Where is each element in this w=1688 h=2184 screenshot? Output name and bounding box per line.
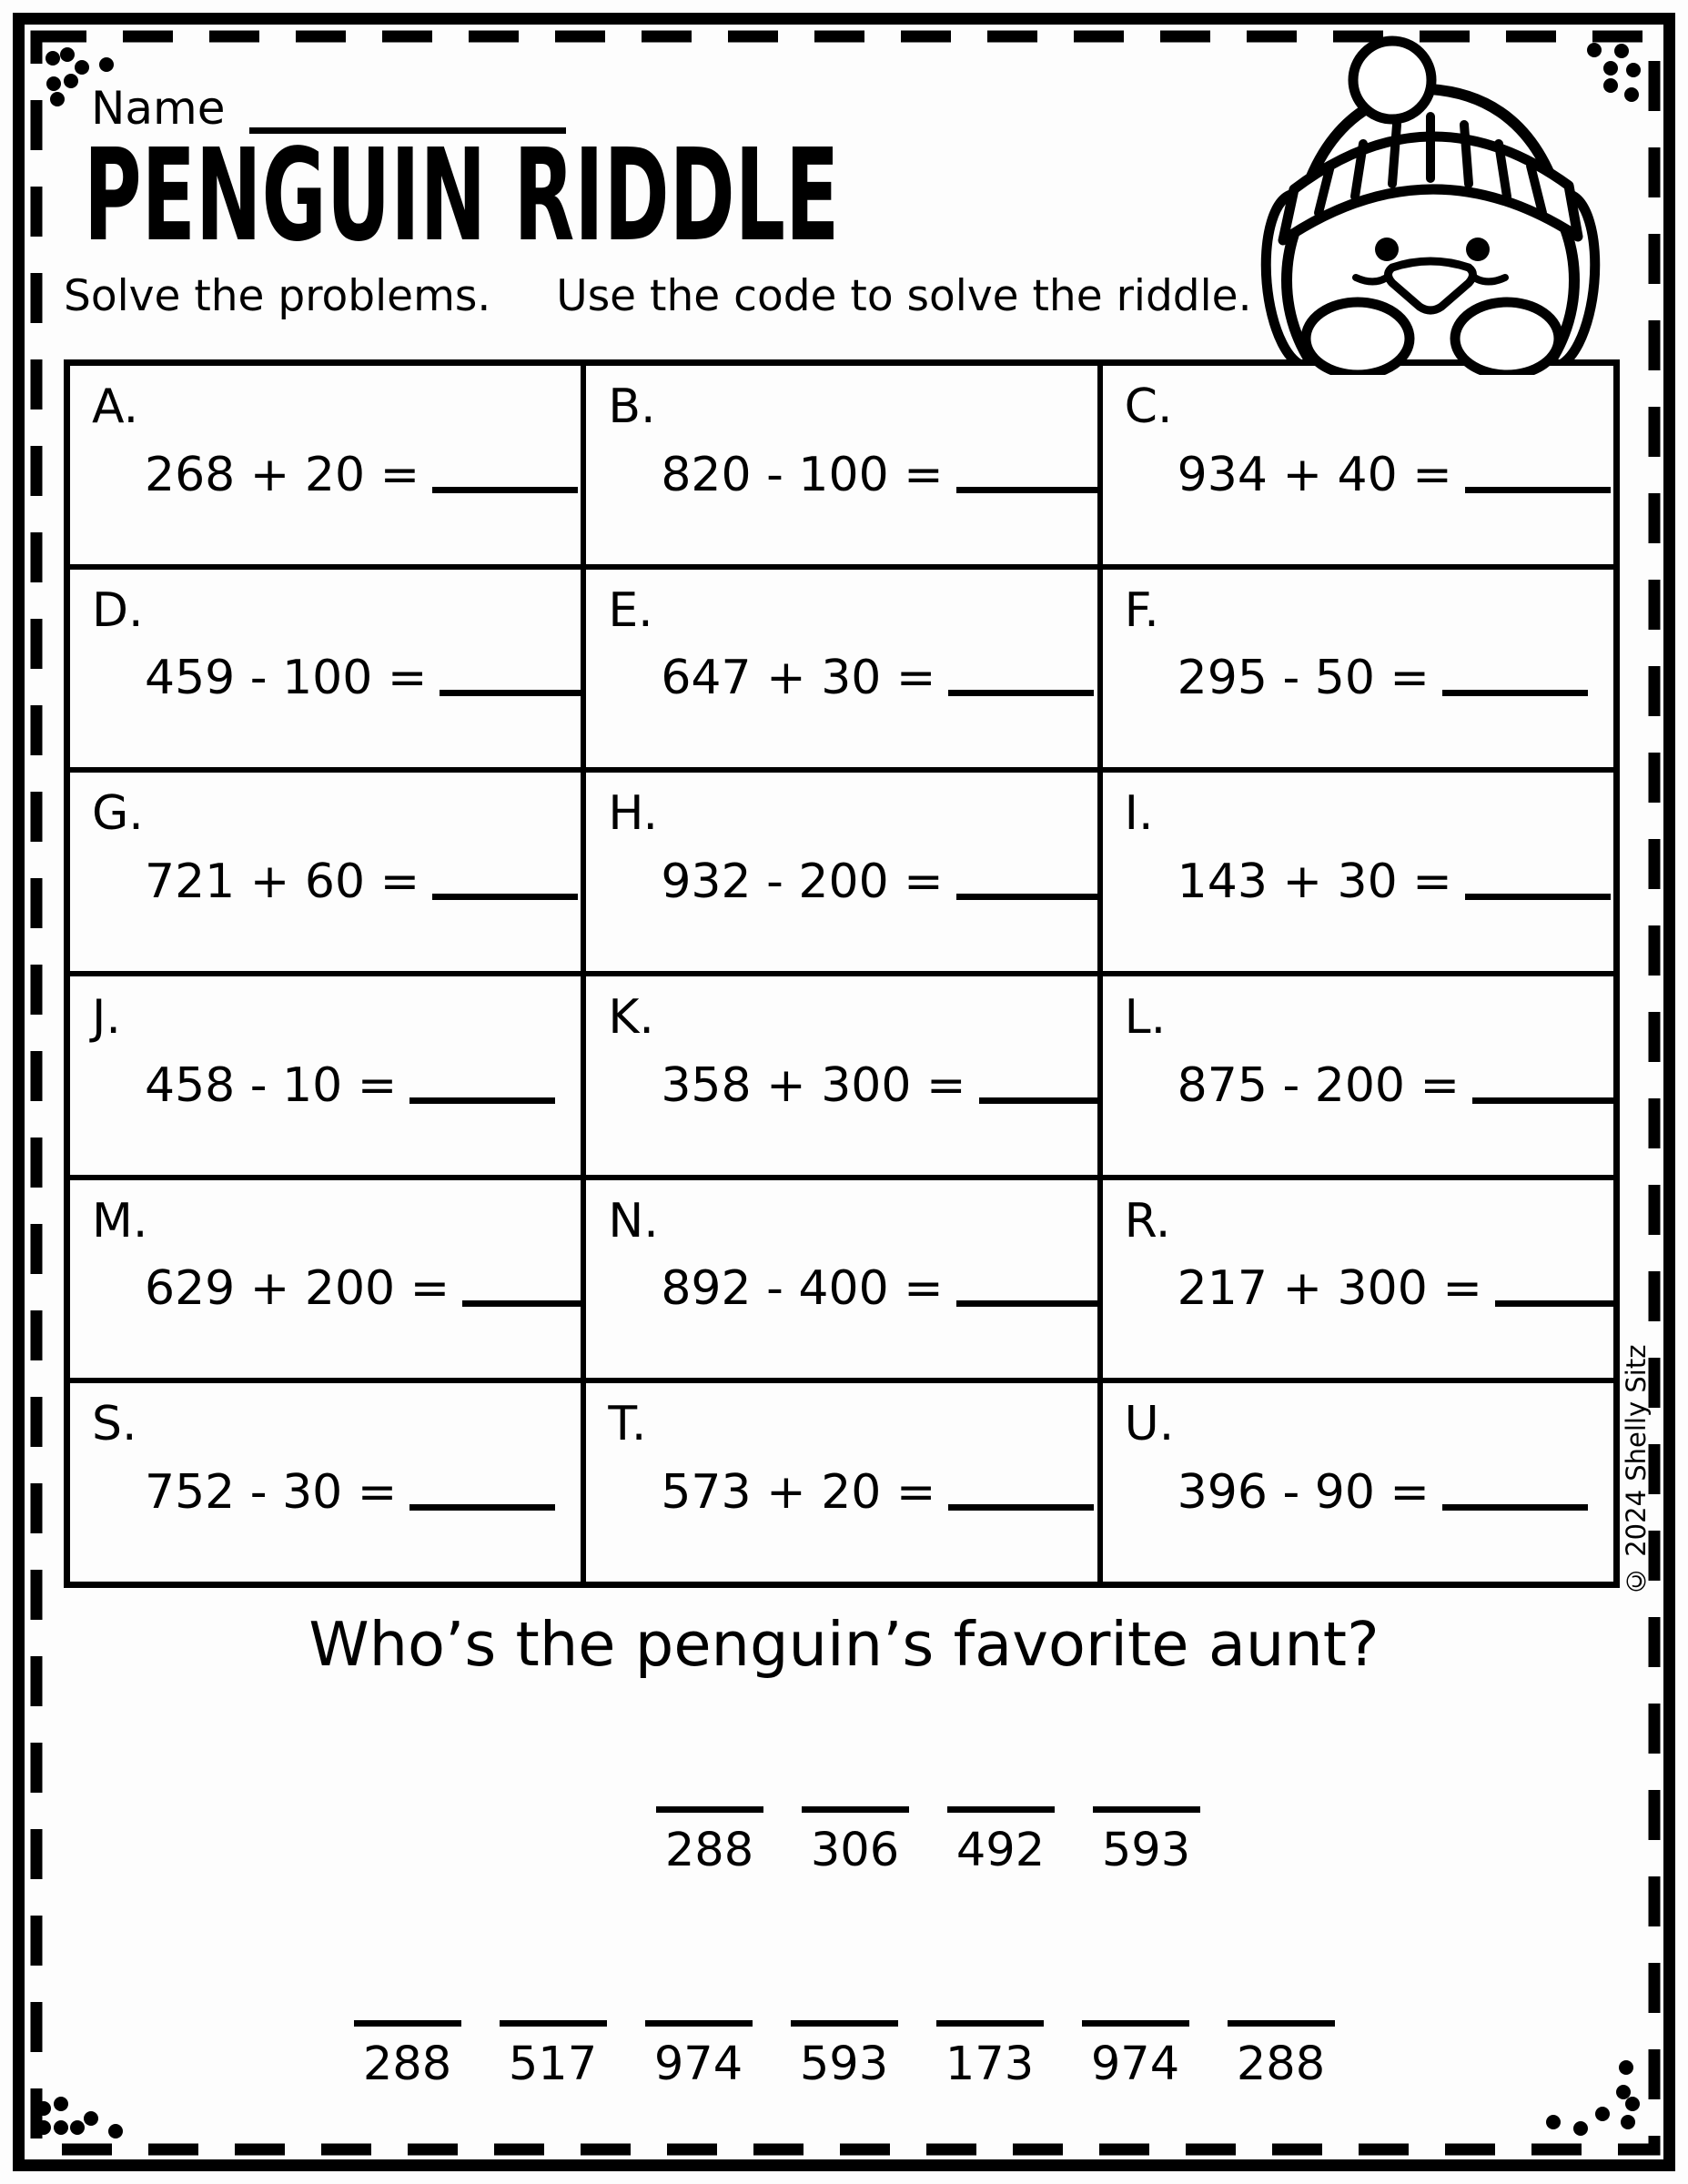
letter-blank-line[interactable] bbox=[656, 1806, 763, 1813]
problem-equation bbox=[1125, 1465, 1601, 1520]
riddle-answer-slot bbox=[354, 2020, 461, 2091]
problem-cell bbox=[70, 773, 581, 971]
answer-blank-line[interactable] bbox=[1442, 690, 1588, 696]
riddle-answer-slot bbox=[656, 1806, 763, 1877]
equation-text: 268 + 20 = bbox=[145, 447, 420, 502]
problem-cell bbox=[586, 1383, 1097, 1582]
riddle-answer-slot bbox=[802, 1806, 909, 1877]
problem-cell bbox=[70, 1180, 581, 1379]
problem-letter: B. bbox=[608, 379, 656, 434]
answer-blank-line[interactable] bbox=[1442, 1504, 1588, 1511]
equation-text: 875 - 200 = bbox=[1177, 1057, 1461, 1113]
problem-cell bbox=[586, 976, 1097, 1175]
problem-letter: G. bbox=[92, 786, 144, 842]
problem-cell bbox=[1103, 366, 1613, 564]
problem-letter: I. bbox=[1124, 786, 1154, 842]
problem-equation bbox=[608, 1261, 1084, 1316]
answer-blank-line[interactable] bbox=[462, 1300, 581, 1307]
code-number: 288 bbox=[1236, 2037, 1326, 2091]
answer-blank-line[interactable] bbox=[1465, 894, 1611, 900]
code-number: 974 bbox=[1090, 2037, 1180, 2091]
answer-blank-line[interactable] bbox=[956, 894, 1097, 900]
equation-text: 752 - 30 = bbox=[145, 1465, 398, 1521]
riddle-answer-slot bbox=[936, 2020, 1044, 2091]
code-number: 492 bbox=[955, 1824, 1046, 1877]
problem-equation bbox=[92, 1261, 568, 1316]
equation-text: 217 + 300 = bbox=[1177, 1261, 1482, 1317]
problem-cell bbox=[70, 570, 581, 768]
problem-cell bbox=[586, 773, 1097, 971]
corner-dots-bottom-left bbox=[36, 2097, 123, 2138]
problem-cell bbox=[70, 1383, 581, 1582]
problem-letter: E. bbox=[608, 582, 653, 638]
problem-cell bbox=[70, 366, 581, 564]
problem-cell bbox=[1103, 976, 1613, 1175]
problem-letter: C. bbox=[1124, 379, 1173, 434]
problem-cell bbox=[1103, 570, 1613, 768]
equation-text: 820 - 100 = bbox=[661, 447, 944, 502]
worksheet-title: PENGUIN RIDDLE bbox=[84, 122, 840, 270]
problem-equation bbox=[1125, 651, 1601, 705]
equation-text: 934 + 40 = bbox=[1177, 447, 1452, 502]
code-number: 517 bbox=[508, 2037, 598, 2091]
name-label: Name bbox=[91, 82, 226, 135]
copyright-text: © 2024 Shelly Sitz bbox=[1621, 1344, 1652, 1597]
problem-equation bbox=[608, 1465, 1084, 1520]
code-number: 173 bbox=[945, 2037, 1035, 2091]
riddle-question: Who’s the penguin’s favorite aunt? bbox=[308, 1609, 1380, 1680]
problem-equation bbox=[608, 854, 1084, 909]
problem-equation bbox=[1125, 448, 1601, 502]
problem-equation bbox=[1125, 854, 1601, 909]
equation-text: 629 + 200 = bbox=[145, 1261, 450, 1317]
problem-equation bbox=[1125, 1058, 1601, 1113]
problem-cell bbox=[1103, 1180, 1613, 1379]
riddle-answer-slot bbox=[791, 2020, 898, 2091]
problem-equation bbox=[608, 1058, 1084, 1113]
problem-letter: N. bbox=[608, 1193, 659, 1249]
problem-equation bbox=[92, 448, 568, 502]
problem-equation bbox=[608, 448, 1084, 502]
problem-letter: S. bbox=[92, 1397, 137, 1452]
penguin-foot-left bbox=[1306, 302, 1410, 375]
answer-blank-line[interactable] bbox=[948, 690, 1094, 696]
instructions bbox=[64, 271, 1252, 321]
code-number: 593 bbox=[1101, 1824, 1191, 1877]
answer-blank-line[interactable] bbox=[1465, 487, 1611, 493]
equation-text: 358 + 300 = bbox=[661, 1057, 966, 1113]
letter-blank-line[interactable] bbox=[802, 1806, 909, 1813]
letter-blank-line[interactable] bbox=[1082, 2020, 1189, 2027]
code-number: 306 bbox=[810, 1824, 900, 1877]
answer-blank-line[interactable] bbox=[409, 1097, 555, 1104]
riddle-answer-slot bbox=[500, 2020, 607, 2091]
answer-blank-line[interactable] bbox=[440, 690, 581, 696]
problem-cell bbox=[1103, 773, 1613, 971]
code-number: 974 bbox=[653, 2037, 743, 2091]
code-number: 288 bbox=[664, 1824, 754, 1877]
problem-equation bbox=[92, 854, 568, 909]
problem-equation bbox=[92, 1465, 568, 1520]
letter-blank-line[interactable] bbox=[947, 1806, 1055, 1813]
problem-equation bbox=[92, 1058, 568, 1113]
problem-equation bbox=[608, 651, 1084, 705]
penguin-hat-pompom bbox=[1353, 41, 1431, 119]
equation-text: 892 - 400 = bbox=[661, 1261, 944, 1317]
letter-blank-line[interactable] bbox=[936, 2020, 1044, 2027]
equation-text: 143 + 30 = bbox=[1177, 854, 1452, 910]
answer-blank-line[interactable] bbox=[956, 1300, 1097, 1307]
equation-text: 647 + 30 = bbox=[661, 651, 936, 706]
answer-row-2 bbox=[0, 2020, 1688, 2091]
letter-blank-line[interactable] bbox=[1093, 1806, 1200, 1813]
problem-letter: D. bbox=[92, 582, 144, 638]
letter-blank-line[interactable] bbox=[1228, 2020, 1335, 2027]
problem-cell bbox=[586, 570, 1097, 768]
code-number: 593 bbox=[799, 2037, 889, 2091]
riddle-answer-slot bbox=[1082, 2020, 1189, 2091]
riddle-answer-slot bbox=[1093, 1806, 1200, 1877]
answer-blank-line[interactable] bbox=[409, 1504, 555, 1511]
equation-text: 721 + 60 = bbox=[145, 854, 420, 910]
problem-letter: L. bbox=[1124, 990, 1167, 1045]
equation-text: 573 + 20 = bbox=[661, 1465, 936, 1521]
equation-text: 459 - 100 = bbox=[145, 651, 428, 706]
answer-row-1 bbox=[0, 1806, 1688, 1877]
equation-text: 458 - 10 = bbox=[145, 1057, 398, 1113]
problem-letter: F. bbox=[1124, 582, 1159, 638]
code-number: 288 bbox=[362, 2037, 452, 2091]
penguin-eye-left bbox=[1375, 238, 1399, 261]
problem-letter: T. bbox=[608, 1397, 647, 1452]
problem-letter: M. bbox=[92, 1193, 148, 1249]
penguin-icon bbox=[1248, 33, 1612, 375]
instruction-solve: Solve the problems. bbox=[64, 271, 491, 321]
problem-cell bbox=[70, 976, 581, 1175]
problem-letter: J. bbox=[92, 990, 121, 1045]
riddle-answer-slot bbox=[645, 2020, 753, 2091]
problem-cell bbox=[586, 366, 1097, 564]
problem-letter: H. bbox=[608, 786, 659, 842]
problem-cell bbox=[1103, 1383, 1613, 1582]
penguin-eye-right bbox=[1466, 238, 1490, 261]
problems-grid bbox=[64, 359, 1620, 1588]
answer-blank-line[interactable] bbox=[1495, 1300, 1613, 1307]
letter-blank-line[interactable] bbox=[791, 2020, 898, 2027]
problem-cell bbox=[586, 1180, 1097, 1379]
riddle-answer-slot bbox=[1228, 2020, 1335, 2091]
letter-blank-line[interactable] bbox=[500, 2020, 607, 2027]
problem-equation bbox=[92, 651, 568, 705]
equation-text: 932 - 200 = bbox=[661, 854, 944, 910]
answer-blank-line[interactable] bbox=[432, 894, 578, 900]
answer-blank-line[interactable] bbox=[432, 487, 578, 493]
answer-blank-line[interactable] bbox=[948, 1504, 1094, 1511]
problem-letter: K. bbox=[608, 990, 654, 1045]
answer-blank-line[interactable] bbox=[979, 1097, 1097, 1104]
answer-blank-line[interactable] bbox=[1472, 1097, 1613, 1104]
instruction-code: Use the code to solve the riddle. bbox=[556, 271, 1252, 321]
penguin-foot-right bbox=[1455, 302, 1559, 375]
equation-text: 396 - 90 = bbox=[1177, 1465, 1430, 1521]
equation-text: 295 - 50 = bbox=[1177, 651, 1430, 706]
riddle-answer-slot bbox=[947, 1806, 1055, 1877]
problem-equation bbox=[1125, 1261, 1601, 1316]
problem-letter: A. bbox=[92, 379, 139, 434]
letter-blank-line[interactable] bbox=[354, 2020, 461, 2027]
letter-blank-line[interactable] bbox=[645, 2020, 753, 2027]
problem-letter: U. bbox=[1124, 1397, 1175, 1452]
problem-letter: R. bbox=[1124, 1193, 1171, 1249]
answer-blank-line[interactable] bbox=[956, 487, 1097, 493]
